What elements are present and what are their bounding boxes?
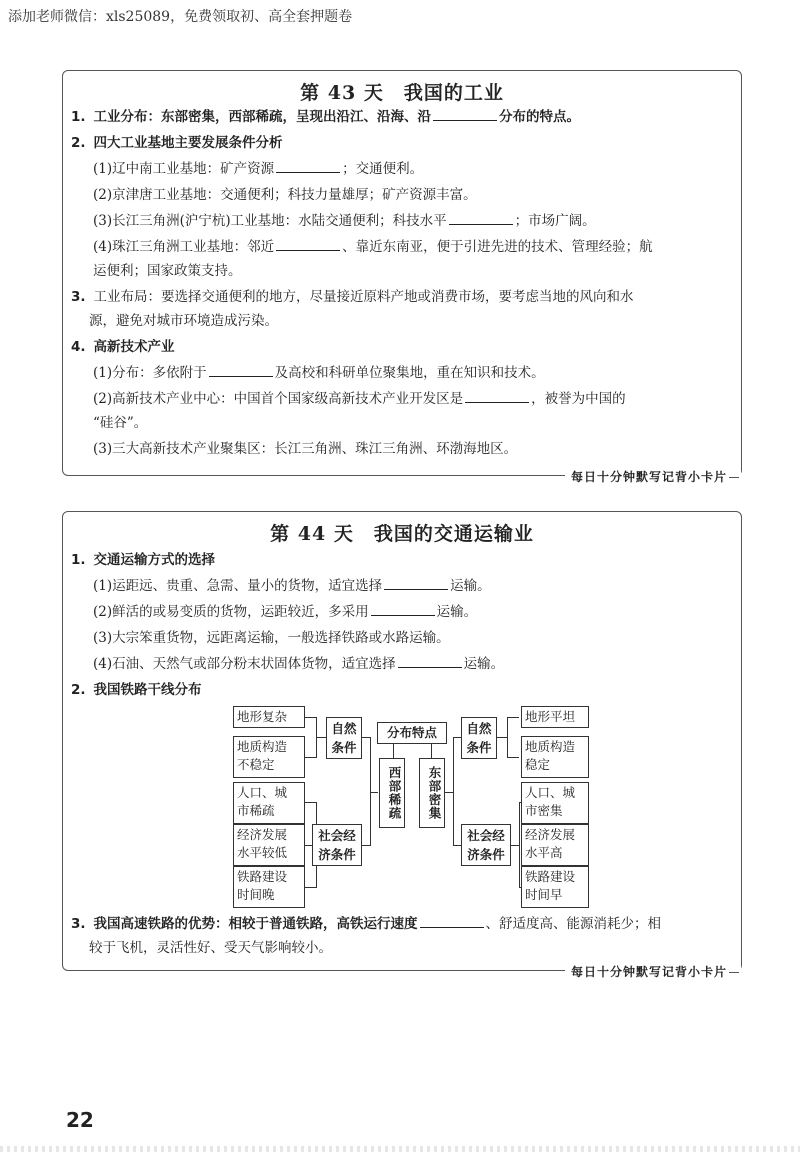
answer-blank[interactable] — [449, 212, 513, 225]
category-box: 社会经济条件 — [461, 824, 511, 866]
category-box: 自然条件 — [326, 717, 362, 759]
connector-line — [453, 845, 461, 846]
center-box: 分布特点 — [377, 722, 447, 744]
answer-blank[interactable] — [433, 108, 497, 121]
connector-line — [362, 845, 370, 846]
answer-blank[interactable] — [420, 915, 484, 928]
connector-line — [511, 845, 519, 846]
item-2-1: (1)辽中南工业基地：矿产资源 ；交通便利。 — [93, 161, 424, 177]
leaf-box: 人口、城 市稀疏 — [233, 782, 305, 824]
answer-blank[interactable] — [276, 238, 340, 251]
item-3: 3. 工业布局：要选择交通便利的地方，尽量接近原料产地或消费市场，要考虑当地的风向和水 — [71, 289, 634, 305]
answer-blank[interactable] — [465, 390, 529, 403]
card-footer-tag: 每日十分钟默写记背小卡片 — [565, 468, 741, 485]
item-3-cont: 源，避免对城市环境造成污染。 — [89, 313, 278, 329]
connector-line — [453, 737, 454, 846]
card-title: 第 43 天 我国的工业 — [300, 82, 504, 104]
category-box: 社会经济条件 — [312, 824, 362, 866]
item-2-4: (4)珠江三角洲工业基地：邻近 、靠近东南亚，便于引进先进的技术、管理经验；航 — [93, 239, 653, 255]
connector-line — [453, 737, 461, 738]
leaf-box: 经济发展 水平较低 — [233, 824, 305, 866]
connector-line — [431, 744, 432, 758]
header-note: 添加老师微信：xls25089，免费领取初、高全套押题卷 — [8, 9, 353, 25]
answer-blank[interactable] — [276, 160, 340, 173]
leaf-box: 地质构造 不稳定 — [233, 736, 305, 778]
item-1: 1. 交通运输方式的选择 — [71, 552, 216, 568]
item-2-4-cont: 运便利；国家政策支持。 — [93, 263, 242, 279]
answer-blank[interactable] — [371, 603, 435, 616]
connector-line — [507, 717, 519, 718]
answer-blank[interactable] — [209, 364, 273, 377]
card-footer-tag: 每日十分钟默写记背小卡片 — [565, 963, 741, 980]
item-2-2: (2)京津唐工业基地：交通便利；科技力量雄厚；矿产资源丰富。 — [93, 187, 477, 203]
connector-line — [393, 744, 394, 758]
connector-line — [519, 802, 520, 888]
connector-line — [497, 737, 507, 738]
item-1-3: (3)大宗笨重货物，远距离运输，一般选择铁路或水路运输。 — [93, 630, 450, 646]
west-box: 西部稀疏 — [379, 758, 405, 828]
card-day-43 — [62, 70, 742, 484]
page-number: 22 — [66, 1108, 94, 1132]
item-4-1: (1)分布：多依附于 及高校和科研单位聚集地，重在知识和技术。 — [93, 365, 545, 381]
east-box: 东部密集 — [419, 758, 445, 828]
bottom-dotted-border — [0, 1146, 800, 1152]
item-2: 2. 我国铁路干线分布 — [71, 682, 202, 698]
leaf-box: 地形复杂 — [233, 706, 305, 728]
item-4-2: (2)高新技术产业中心：中国首个国家级高新技术产业开发区是 ，被誉为中国的 — [93, 391, 626, 407]
item-2-3: (3)长江三角洲(沪宁杭)工业基地：水陆交通便利；科技水平 ；市场广阔。 — [93, 213, 596, 229]
answer-blank[interactable] — [384, 577, 448, 590]
connector-line — [370, 792, 378, 793]
item-4-3: (3)三大高新技术产业聚集区：长江三角洲、珠江三角洲、环渤海地区。 — [93, 441, 518, 457]
item-3-cont: 较于飞机，灵活性好、受天气影响较小。 — [89, 940, 332, 956]
card-title: 第 44 天 我国的交通运输业 — [270, 523, 534, 545]
leaf-box: 地形平坦 — [521, 706, 589, 728]
leaf-box: 地质构造 稳定 — [521, 736, 589, 778]
connector-line — [445, 792, 453, 793]
connector-line — [316, 737, 326, 738]
leaf-box: 经济发展 水平高 — [521, 824, 589, 866]
item-1-4: (4)石油、天然气或部分粉末状固体货物，适宜选择 运输。 — [93, 656, 505, 672]
item-1-1: (1)运距远、贵重、急需、量小的货物，适宜选择 运输。 — [93, 578, 491, 594]
leaf-box: 铁路建设 时间晚 — [233, 866, 305, 908]
item-2: 2. 四大工业基地主要发展条件分析 — [71, 135, 283, 151]
item-4-2-cont: “硅谷”。 — [93, 415, 148, 431]
leaf-box: 铁路建设 时间早 — [521, 866, 589, 908]
item-1-2: (2)鲜活的或易变质的货物，运距较近，多采用 运输。 — [93, 604, 478, 620]
item-3: 3. 我国高速铁路的优势：相较于普通铁路，高铁运行速度 、舒适度高、能源消耗少；相 — [71, 916, 662, 932]
connector-line — [362, 737, 370, 738]
card-day-44 — [62, 511, 742, 979]
category-box: 自然条件 — [461, 717, 497, 759]
connector-line — [507, 717, 508, 758]
item-4: 4. 高新技术产业 — [71, 339, 175, 355]
item-1: 1. 工业分布：东部密集，西部稀疏，呈现出沿江、沿海、沿 分布的特点。 — [71, 109, 581, 125]
answer-blank[interactable] — [398, 655, 462, 668]
leaf-box: 人口、城 市密集 — [521, 782, 589, 824]
connector-line — [507, 757, 519, 758]
